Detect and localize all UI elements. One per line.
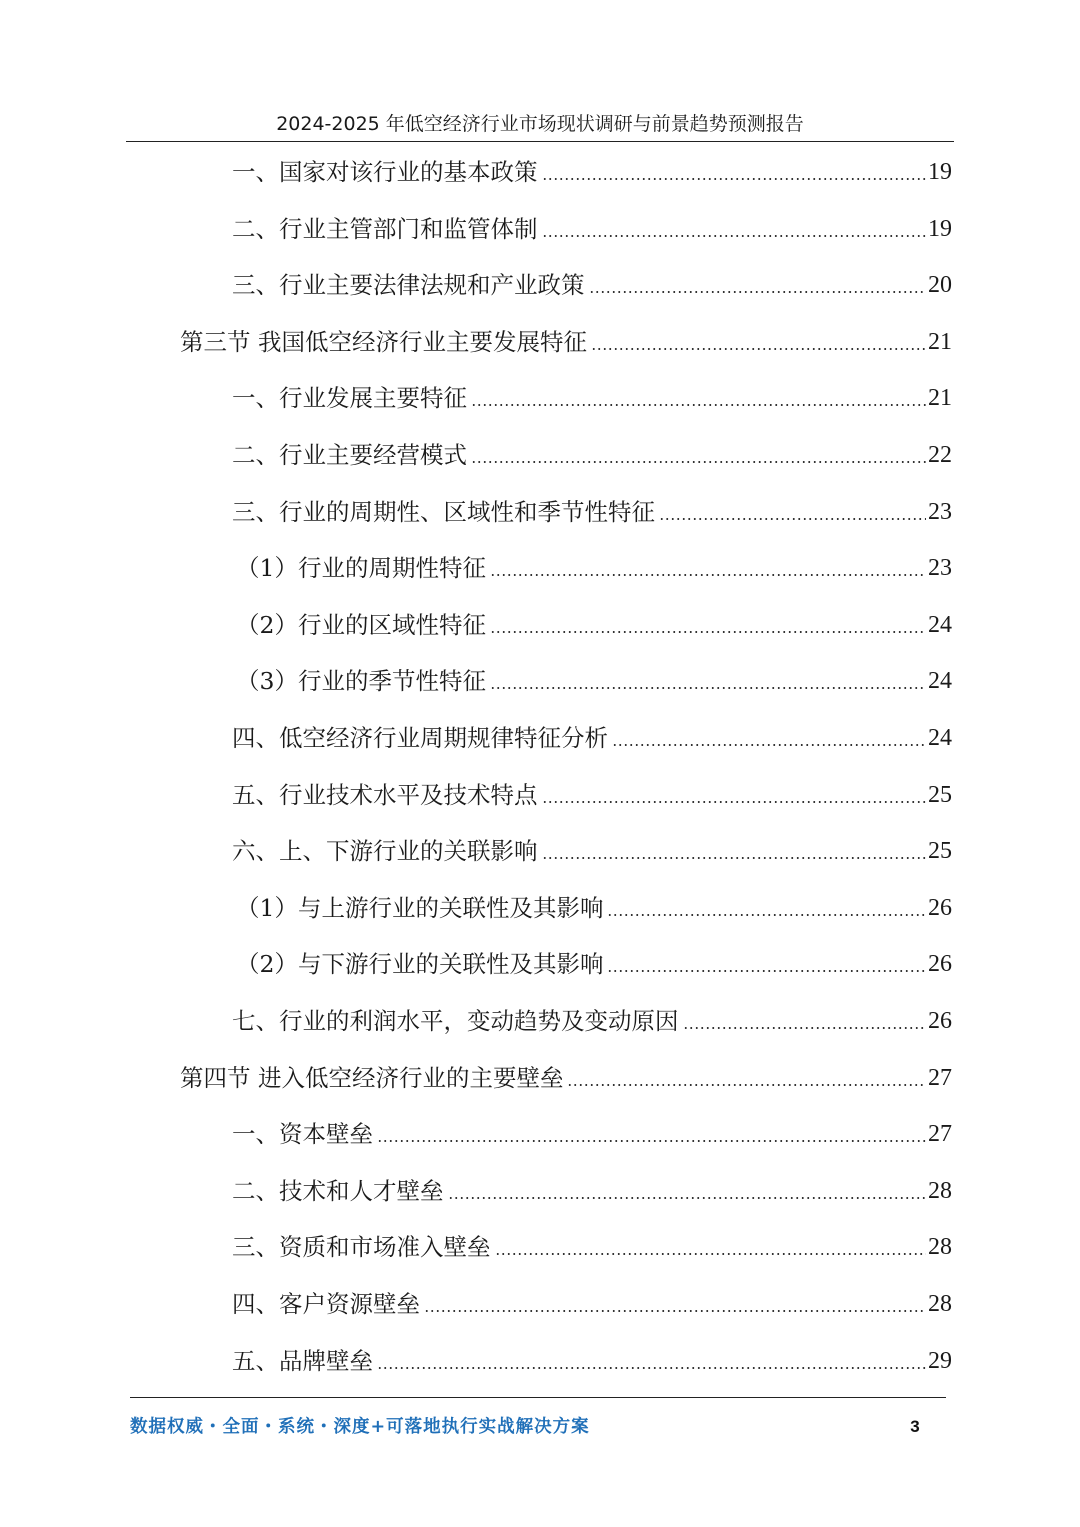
toc-entry[interactable]: [232, 427, 952, 483]
toc-entry-page-number: 20: [928, 272, 952, 299]
toc-entry-page-number: 25: [928, 781, 952, 808]
toc-entry-label: 一、资本壁垒: [232, 1120, 373, 1149]
dot-leader: [567, 1084, 926, 1086]
toc-entry[interactable]: [232, 144, 952, 200]
dot-leader: [424, 1310, 926, 1312]
footer-divider: [130, 1397, 946, 1398]
toc-entry-page-number: 27: [928, 1064, 952, 1091]
toc-entry-page-number: 22: [928, 442, 952, 468]
toc-entry-page-number: 24: [928, 668, 952, 695]
toc-entry-page-number: 24: [928, 725, 952, 751]
dot-leader: [490, 687, 926, 689]
toc-entry-page-number: 26: [928, 951, 952, 978]
toc-entry-label: 二、行业主要经营模式: [232, 441, 467, 469]
toc-entry-label: 一、行业发展主要特征: [232, 384, 467, 413]
toc-entry[interactable]: [232, 201, 952, 257]
toc-entry-page-number: 28: [928, 1291, 952, 1317]
dot-leader: [377, 1140, 926, 1142]
footer-page-number: 3: [910, 1417, 920, 1436]
dot-leader: [612, 744, 926, 746]
toc-entry-page-number: 21: [928, 385, 952, 412]
toc-entry[interactable]: [232, 767, 952, 823]
toc-entry[interactable]: [232, 1333, 952, 1389]
dot-leader: [471, 461, 926, 463]
toc-entry[interactable]: [232, 1219, 952, 1275]
dot-leader: [542, 801, 927, 803]
toc-entry-label: （2）行业的区域性特征: [236, 610, 486, 639]
toc-entry-label: （2）与下游行业的关联性及其影响: [236, 950, 604, 979]
toc-entry[interactable]: [236, 880, 952, 936]
toc-entry-label: 一、国家对该行业的基本政策: [232, 158, 538, 186]
toc-entry-page-number: 26: [928, 894, 952, 921]
footer-slogan: 数据权威・全面・系统・深度+可落地执行实战解决方案: [130, 1417, 590, 1437]
toc-entry-page-number: 26: [928, 1008, 952, 1034]
toc-entry-label: 第四节 进入低空经济行业的主要壁垒: [180, 1063, 564, 1092]
toc-entry[interactable]: [180, 1050, 952, 1106]
dot-leader: [589, 291, 927, 293]
toc-entry-page-number: 23: [928, 555, 952, 582]
toc-entry-page-number: 19: [928, 215, 952, 242]
dot-leader: [495, 1253, 927, 1255]
toc-entry-label: 三、行业的周期性、区域性和季节性特征: [232, 497, 655, 526]
dot-leader: [659, 518, 926, 520]
toc-entry[interactable]: [232, 993, 952, 1049]
toc-entry[interactable]: [232, 710, 952, 766]
toc-entry[interactable]: [232, 1163, 952, 1219]
toc-entry[interactable]: [236, 597, 952, 653]
toc-entry-label: （1）行业的周期性特征: [236, 554, 486, 583]
toc-entry-label: 五、品牌壁垒: [232, 1346, 373, 1375]
toc-entry-label: （3）行业的季节性特征: [236, 667, 486, 696]
toc-entry[interactable]: [232, 370, 952, 426]
header-divider: [126, 141, 954, 142]
toc-entry-label: 三、行业主要法律法规和产业政策: [232, 271, 585, 300]
toc-entry-label: 二、技术和人才壁垒: [232, 1176, 444, 1205]
dot-leader: [542, 235, 927, 237]
toc-entry-page-number: 28: [928, 1177, 952, 1204]
toc-entry-label: 四、低空经济行业周期规律特征分析: [232, 724, 608, 752]
toc-entry-label: 四、客户资源壁垒: [232, 1290, 420, 1318]
toc-entry-page-number: 19: [928, 159, 952, 185]
report-title-header: 2024-2025 年低空经济行业市场现状调研与前景趋势预测报告: [276, 113, 804, 135]
toc-entry-label: 七、行业的利润水平，变动趋势及变动原因: [232, 1007, 679, 1035]
toc-entry-label: 第三节 我国低空经济行业主要发展特征: [180, 327, 587, 356]
dot-leader: [471, 404, 926, 406]
toc-entry-label: 六、上、下游行业的关联影响: [232, 837, 538, 866]
toc-entry[interactable]: [232, 1106, 952, 1162]
toc-entry[interactable]: [236, 936, 952, 992]
toc-entry[interactable]: [236, 653, 952, 709]
toc-entry[interactable]: [232, 484, 952, 540]
toc-entry-page-number: 27: [928, 1121, 952, 1148]
toc-entry[interactable]: [180, 314, 952, 370]
dot-leader: [607, 970, 926, 972]
toc-entry-page-number: 24: [928, 611, 952, 638]
dot-leader: [377, 1367, 926, 1369]
dot-leader: [448, 1197, 927, 1199]
dot-leader: [490, 574, 926, 576]
dot-leader: [542, 178, 927, 180]
toc-entry[interactable]: [232, 257, 952, 313]
toc-entry-label: 二、行业主管部门和监管体制: [232, 214, 538, 243]
dot-leader: [591, 348, 926, 350]
toc-entry-page-number: 23: [928, 498, 952, 525]
toc-entry-page-number: 21: [928, 328, 952, 355]
toc-entry[interactable]: [232, 823, 952, 879]
dot-leader: [607, 914, 926, 916]
toc-entry-label: （1）与上游行业的关联性及其影响: [236, 893, 604, 922]
toc-entry-label: 三、资质和市场准入壁垒: [232, 1233, 491, 1262]
dot-leader: [683, 1027, 927, 1029]
toc-entry-label: 五、行业技术水平及技术特点: [232, 780, 538, 809]
toc-entry[interactable]: [232, 1276, 952, 1332]
dot-leader: [542, 857, 927, 859]
toc-entry-page-number: 28: [928, 1234, 952, 1261]
toc-entry[interactable]: [236, 540, 952, 596]
toc-entry-page-number: 29: [928, 1347, 952, 1374]
toc-entry-page-number: 25: [928, 838, 952, 865]
dot-leader: [490, 631, 926, 633]
